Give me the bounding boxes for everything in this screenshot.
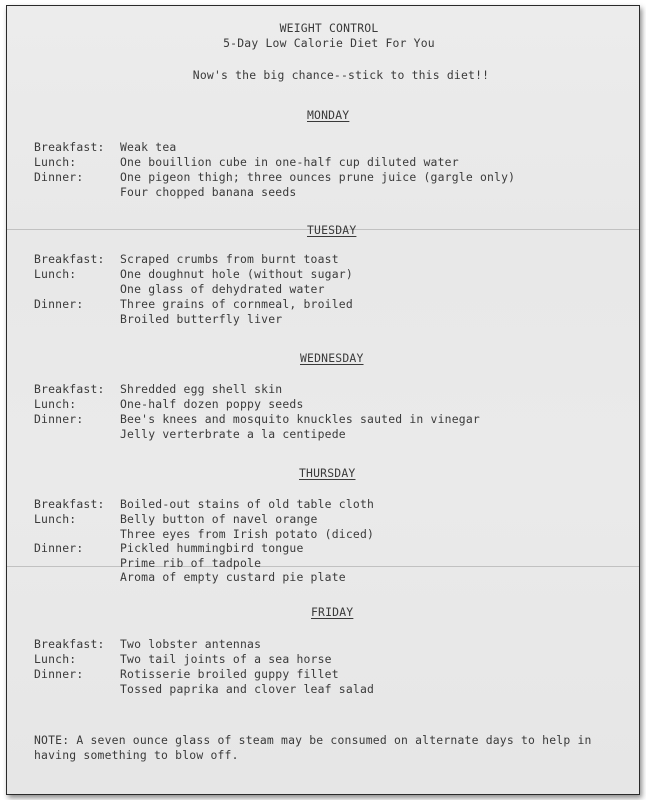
- meal-label: Lunch:: [34, 155, 77, 169]
- meal-item: One glass of dehydrated water: [120, 282, 325, 296]
- meal-item: Prime rib of tadpole: [120, 556, 262, 570]
- meal-item: Boiled-out stains of old table cloth: [120, 497, 375, 511]
- meal-label: Lunch:: [34, 512, 77, 526]
- slogan: Now's the big chance--stick to this diet!!: [192, 68, 490, 82]
- day-heading-thursday: THURSDAY: [299, 466, 356, 480]
- meal-label: Dinner:: [34, 170, 84, 184]
- meal-label: Dinner:: [34, 667, 84, 681]
- meal-item: Two tail joints of a sea horse: [120, 652, 332, 666]
- meal-label: Lunch:: [34, 267, 77, 281]
- meal-item: Jelly verterbrate a la centipede: [120, 427, 346, 441]
- meal-label: Breakfast:: [34, 252, 105, 266]
- day-heading-wednesday: WEDNESDAY: [300, 351, 364, 365]
- meal-item: Bee's knees and mosquito knuckles sauted in vinegar: [120, 412, 480, 426]
- meal-item: Tossed paprika and clover leaf salad: [120, 682, 375, 696]
- meal-item: Pickled hummingbird tongue: [120, 541, 304, 555]
- meal-item: Broiled butterfly liver: [120, 312, 283, 326]
- meal-item: Four chopped banana seeds: [120, 185, 297, 199]
- document-subtitle: 5-Day Low Calorie Diet For You: [223, 36, 435, 50]
- meal-item: One-half dozen poppy seeds: [120, 397, 304, 411]
- document-title: WEIGHT CONTROL: [279, 21, 379, 35]
- footnote: NOTE: A seven ounce glass of steam may be consumed on alternate days to help in having something to blow off.: [34, 733, 592, 762]
- meal-item: One pigeon thigh; three ounces prune juice (gargle only): [120, 170, 516, 184]
- meal-label: Breakfast:: [34, 497, 105, 511]
- day-heading-monday: MONDAY: [307, 108, 350, 122]
- meal-item: Scraped crumbs from burnt toast: [120, 252, 339, 266]
- meal-label: Dinner:: [34, 541, 84, 555]
- meal-item: Shredded egg shell skin: [120, 382, 283, 396]
- paper-fold-line: [7, 566, 639, 567]
- meal-item: Rotisserie broiled guppy fillet: [120, 667, 339, 681]
- meal-item: Two lobster antennas: [120, 637, 262, 651]
- meal-item: One doughnut hole (without sugar): [120, 267, 353, 281]
- meal-item: Weak tea: [120, 140, 177, 154]
- meal-label: Dinner:: [34, 412, 84, 426]
- meal-label: Dinner:: [34, 297, 84, 311]
- meal-item: Aroma of empty custard pie plate: [120, 570, 346, 584]
- meal-item: Three grains of cornmeal, broiled: [120, 297, 353, 311]
- meal-label: Lunch:: [34, 652, 77, 666]
- meal-item: Belly button of navel orange: [120, 512, 318, 526]
- meal-label: Breakfast:: [34, 637, 105, 651]
- meal-label: Breakfast:: [34, 140, 105, 154]
- meal-label: Lunch:: [34, 397, 77, 411]
- meal-item: One bouillion cube in one-half cup diluted water: [120, 155, 459, 169]
- typewritten-page: [6, 5, 640, 795]
- day-heading-tuesday: TUESDAY: [307, 223, 357, 237]
- meal-item: Three eyes from Irish potato (diced): [120, 527, 375, 541]
- day-heading-friday: FRIDAY: [311, 605, 354, 619]
- meal-label: Breakfast:: [34, 382, 105, 396]
